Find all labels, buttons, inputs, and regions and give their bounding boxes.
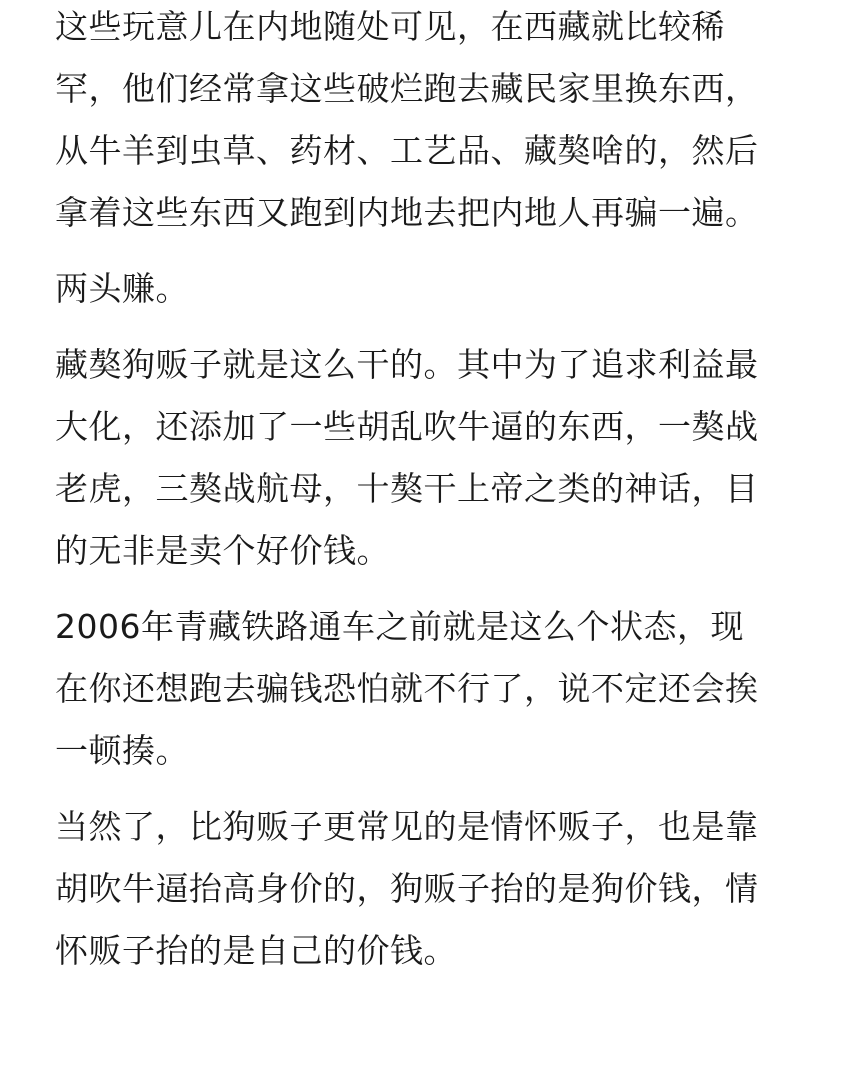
- article-body: [55, 0, 815, 996]
- paragraph-4: [55, 596, 815, 782]
- text-line: 藏獒狗贩子就是这么干的。其中为了追求利益最: [55, 345, 759, 384]
- paragraph-5: [55, 796, 815, 982]
- text-line: 拿着这些东西又跑到内地去把内地人再骗一遍。: [55, 193, 759, 232]
- text-line: 一顿揍。: [55, 731, 189, 770]
- paragraph-2: [55, 258, 815, 320]
- text-line: 两头赚。: [55, 269, 189, 308]
- text-line: 胡吹牛逼抬高身价的，狗贩子抬的是狗价钱，情: [55, 869, 759, 908]
- text-line: 当然了，比狗贩子更常见的是情怀贩子，也是靠: [55, 807, 759, 846]
- text-line: 从牛羊到虫草、药材、工艺品、藏獒啥的，然后: [55, 131, 759, 170]
- paragraph-3: [55, 334, 815, 582]
- paragraph-1: [55, 0, 815, 244]
- text-line: 大化，还添加了一些胡乱吹牛逼的东西，一獒战: [55, 407, 759, 446]
- text-line: 老虎，三獒战航母，十獒干上帝之类的神话，目: [55, 469, 759, 508]
- text-line: 罕，他们经常拿这些破烂跑去藏民家里换东西，: [55, 69, 759, 108]
- text-line: 这些玩意儿在内地随处可见，在西藏就比较稀: [55, 7, 725, 46]
- text-line: 在你还想跑去骗钱恐怕就不行了，说不定还会挨: [55, 669, 759, 708]
- text-line: 的无非是卖个好价钱。: [55, 531, 390, 570]
- text-line: 怀贩子抬的是自己的价钱。: [55, 931, 457, 970]
- text-line: 2006年青藏铁路通车之前就是这么个状态，现: [55, 607, 744, 646]
